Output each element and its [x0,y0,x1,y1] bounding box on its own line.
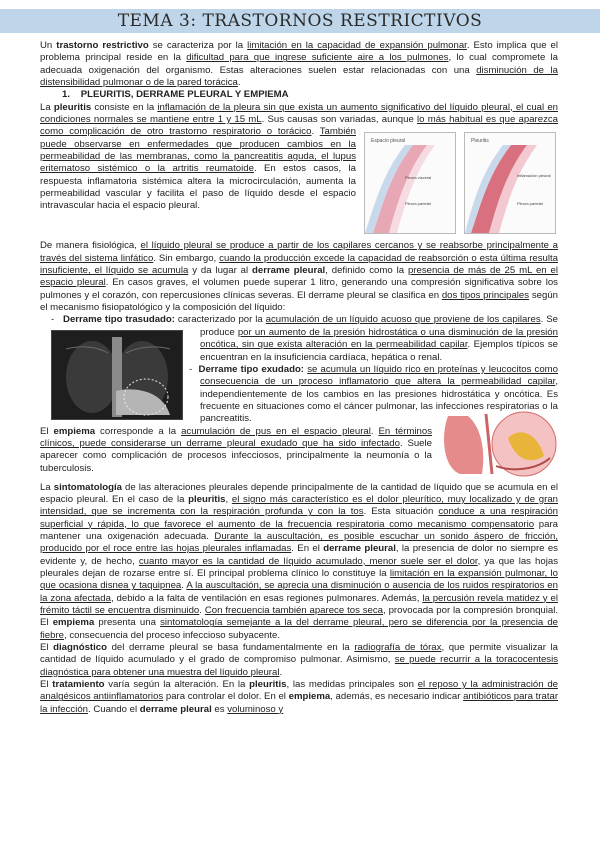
treatment-paragraph: El tratamiento varía según la alteración. En la pleuritis, las medidas principales son el reposo y la administración de analgésicos antiinflamatorios para controlar el dolor. En el empiema, además, es necesario indicar antibióticos para tratar la infección. Cuando el derrame pleural es voluminoso y [40,679,559,715]
svg-text:Inflamación pleural: Inflamación pleural [517,173,551,179]
empyema-diagram [440,408,558,478]
pleuritis-paragraph: La pleuritis consiste en la inflamación de la pleura sin que exista un aumento significativo del líquido pleural, el cual en condiciones normales se mantiene entre 1 y 15 mL. Sus causas son variadas, aunque Espacio pleural Pleura visceral Pleura parietal Pleuritis Inflamación pleural Pleura parietal lo más habitual es que aparezca como complicación de otro trastorno respiratorio o torácico. También puede observarse en enfermedades que producen cambios en la permeabilidad de las membranas, como la pancreatitis aguda, el lupus eritematoso sistémico o la artritis reumatoide. En estos casos, la respuesta inflamatoria sistémica altera la microcirculación, aumenta la permeabilidad vascular y facilita el paso de líquido desde el espacio intravascular hacia el espacio pleural. [40,102,558,213]
exudate-item: - Derrame tipo exudado: se acumula un líquido rico en proteínas y leucocitos como consecuencia de un proceso inflamatorio que altera la permeabilidad capilar, independientemente de los cambios en las presiones hidrostática y oncótica. Es frecuente en situaciones como el cáncer pulmonar, las infecciones respiratorias o la pancreatitis. [189,363,559,425]
intro-paragraph: Un trastorno restrictivo se caracteriza por la limitación en la capacidad de expansión pulmonar. Esto implica que el problema principal reside en la dificultad para que ingrese suficiente aire a los pulmones, lo cual compromete la adecuada oxigenación del organismo. Estas alteraciones suelen estar relacionadas con una disminución de la distensibilidad pulmonar o de la pared torácica. [40,40,558,89]
pleura-figure [364,132,558,236]
svg-text:Pleura parietal: Pleura parietal [405,201,431,207]
xray-graphic [51,330,183,420]
document-body [40,40,558,716]
pleuritis-panel: Pleuritis Inflamación pleural Pleura parietal [464,132,556,234]
svg-text:Pleura visceral: Pleura visceral [405,175,432,181]
physiology-paragraph: De manera fisiológica, el líquido pleural se produce a partir de los capilares cercanos y se reabsorbe principalmente a través del sistema linfático. Sin embargo, cuando la producción excede la capacidad de reabsorción o esta última resulta insuficiente, el líquido se acumula y da lugar al derrame pleural, definido como la presencia de más de 25 mL en el espacio pleural. En casos graves, el volumen puede superar 1 litro, generando una compresión significativa sobre los pulmones y el corazón, con repercusiones clínicas severas. El derrame pleural se clasifica en dos tipos principales según el mecanismo fisiopatológico y la composición del líquido: [40,240,558,314]
pleuritis-diagram [465,133,555,233]
diagnosis-paragraph: El diagnóstico del derrame pleural se basa fundamentalmente en la radiografía de tórax, que permite visualizar la cantidad de líquido acumulado y el grado de compromiso pulmonar. Asimismo, se puede recurrir a la toracocentesis diagnóstica para obtener una muestra del líquido pleural. [40,642,558,678]
transudate-item: - Derrame tipo trasudado: caracterizado por la acumulación de un líquido acuoso que proviene de los capilares. Se produce por un aumento de la presión hidrostática o una disminución de la presión oncótica, sin que exista alteración en la permeabilidad capilar. Ejemplos típicos se encuentran en la insuficiencia cardíaca, hepática o renal. [40,314,558,363]
section-heading: 1. PLEURITIS, DERRAME PLEURAL Y EMPIEMA [62,89,289,101]
page-title: TEMA 3: TRASTORNOS RESTRICTIVOS [117,11,483,31]
normal-pleura-panel: Espacio pleural Pleura visceral Pleura parietal [364,132,456,234]
normal-pleura-diagram [365,133,455,233]
symptoms-paragraph: La sintomatología de las alteraciones pleurales depende principalmente de la cantidad de líquido que se acumula en el espacio pleural. En el caso de la pleuritis, el signo más característico es el dolor pleurítico, muy localizado y de gran intensidad, que se incrementa con la respiración profunda y con la tos. Esta situación conduce a una respiración superficial y rápida, lo que favorece el aumento de la frecuencia respiratoria como mecanismo compensatorio para mantener una oxigenación adecuada. Durante la auscultación, es posible escuchar un sonido áspero de fricción, producido por el roce entre las hojas pleurales inflamadas. En el derrame pleural, la presencia de dolor no siempre es evidente y, de hecho, cuanto mayor es la cantidad de líquido acumulado, menor suele ser el dolor, ya que las hojas pleurales dejan de rozarse entre sí. El principal problema clínico lo constituye la limitación en la expansión pulmonar, lo que ocasiona disnea y taquipnea. A la auscultación, se aprecia una disminución o ausencia de los ruidos respiratorios en la zona afectada, debido a la falta de ventilación en esas regiones pulmonares. Además, la percusión revela matidez y el frémito táctil se encuentra disminuido. Con frecuencia también aparece tos seca, provocada por la compresión bronquial. El empiema presenta una sintomatología semejante a la del derrame pleural, pero se diferencia por la presencia de fiebre, consecuencia del proceso infeccioso subyacente. [40,481,559,641]
chest-xray-image [62,330,192,418]
empyema-paragraph: El empiema corresponde a la acumulación de pus en el espacio pleural. En términos clínicos, puede considerarse un derrame pleural exudado que ha sido infectado. Suele aparecer como complicación de procesos infecciosos, principalmente la neumonía o la tuberculosis. [40,426,558,475]
svg-text:Pleura parietal: Pleura parietal [517,201,543,207]
empyema-figure [440,408,558,478]
